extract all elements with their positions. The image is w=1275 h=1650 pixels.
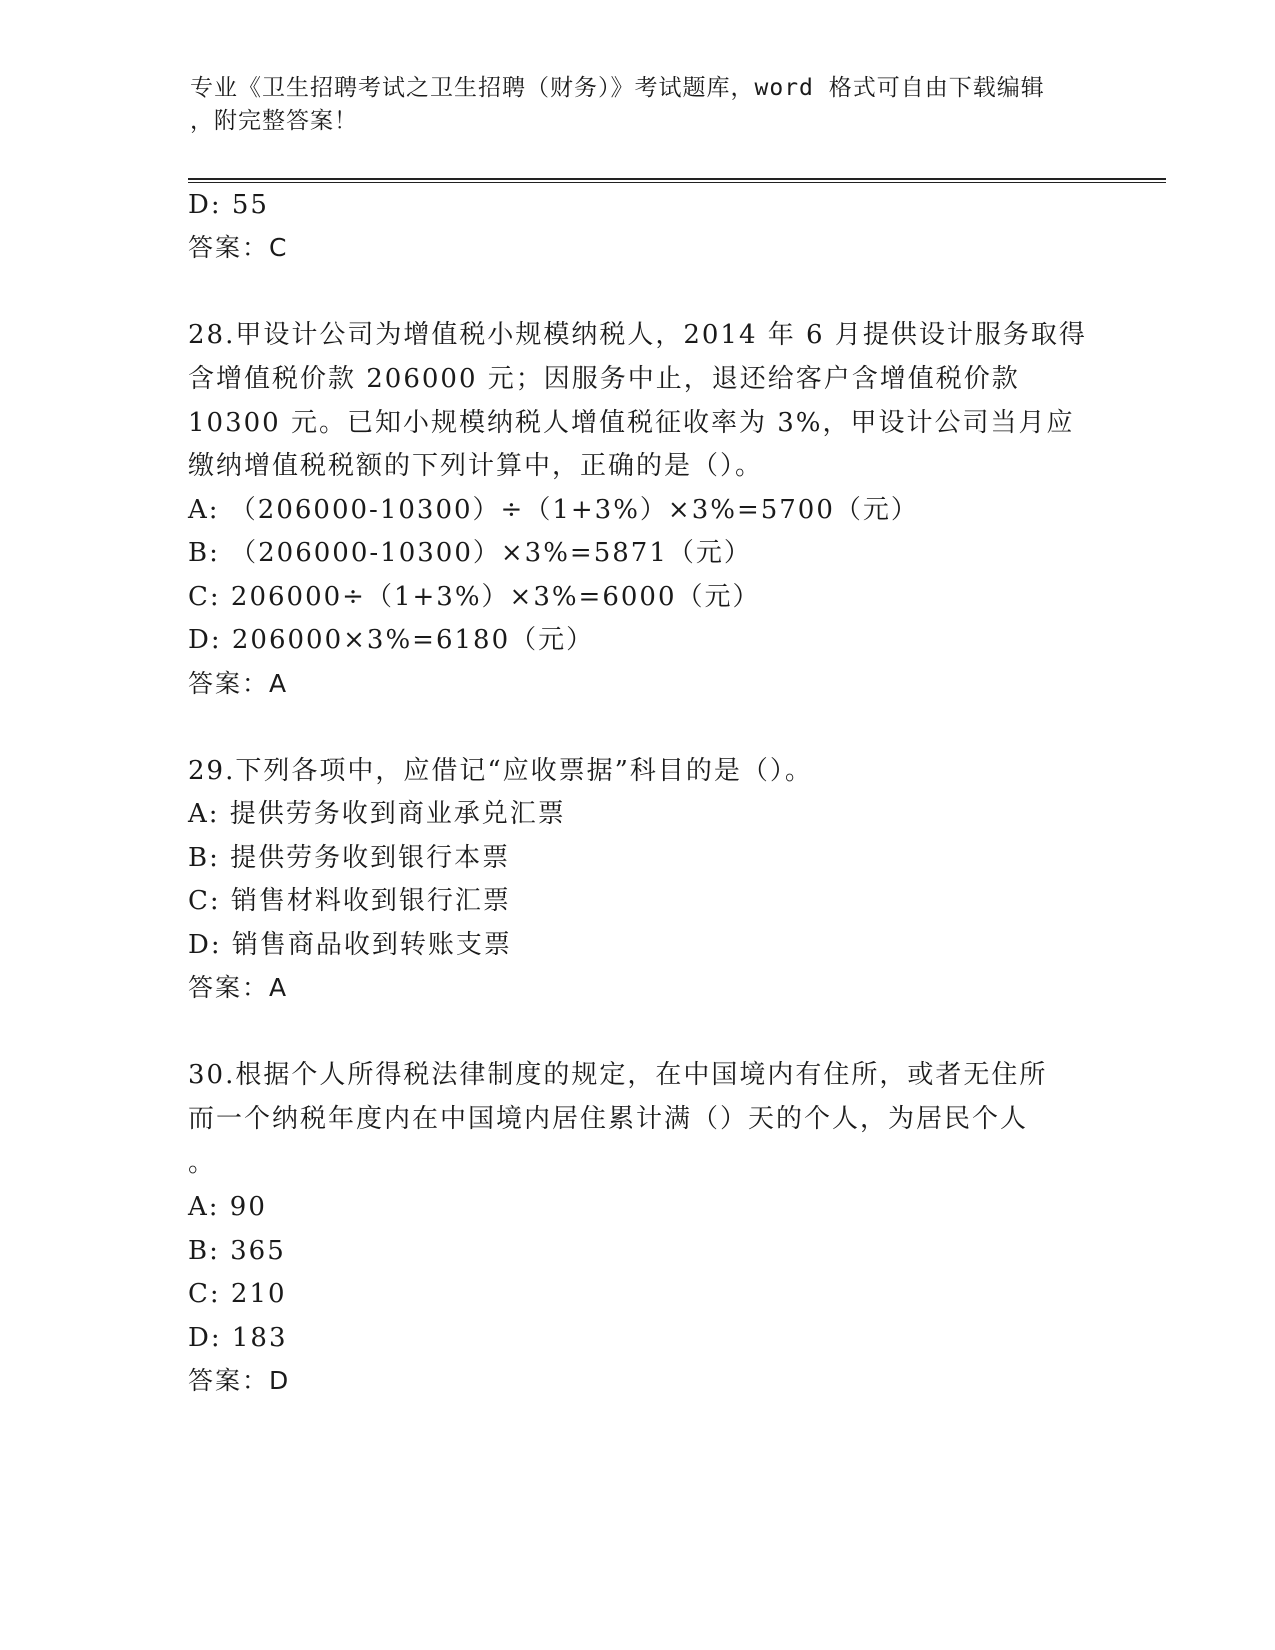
- q30-stem-line-3: 。: [188, 1148, 217, 1178]
- q30-option-b: B: 365: [188, 1236, 286, 1266]
- header-line-2: ，附完整答案！: [190, 108, 358, 134]
- q28-stem-line-2: 含增值税价款 206000 元；因服务中止，退还给客户含增值税价款: [188, 364, 1020, 394]
- q29-option-c: C: 销售材料收到银行汇票: [188, 886, 511, 916]
- q30-option-c: C: 210: [188, 1279, 287, 1309]
- q29-answer: 答案：A: [188, 973, 289, 1002]
- q29-stem-line-1: 29.下列各项中，应借记“应收票据”科目的是（）。: [188, 756, 813, 786]
- q30-option-d: D: 183: [188, 1323, 288, 1353]
- q30-stem-line-2: 而一个纳税年度内在中国境内居住累计满（）天的个人，为居民个人: [188, 1104, 1029, 1134]
- q28-option-a: A: （206000-10300）÷（1+3%）×3%=5700（元）: [188, 495, 919, 525]
- q28-answer: 答案：A: [188, 669, 289, 698]
- q29-option-a: A: 提供劳务收到商业承兑汇票: [188, 799, 566, 829]
- document-header: [190, 72, 1090, 138]
- q28-option-b: B: （206000-10300）×3%=5871（元）: [188, 538, 752, 568]
- q30-option-a: A: 90: [188, 1192, 267, 1222]
- q28-option-c: C: 206000÷（1+3%）×3%=6000（元）: [188, 582, 761, 612]
- q30-answer: 答案：D: [188, 1366, 291, 1395]
- q28-stem-line-3: 10300 元。已知小规模纳税人增值税征收率为 3%，甲设计公司当月应: [188, 408, 1075, 438]
- q30-stem-line-1: 30.根据个人所得税法律制度的规定，在中国境内有住所，或者无住所: [188, 1060, 1048, 1090]
- prev-option-d: D: 55: [188, 190, 269, 220]
- q29-option-b: B: 提供劳务收到银行本票: [188, 843, 511, 873]
- header-line-1: 专业《卫生招聘考试之卫生招聘（财务）》考试题库，word 格式可自由下载编辑: [190, 75, 1045, 101]
- prev-answer: 答案：C: [188, 233, 289, 262]
- q28-stem-line-4: 缴纳增值税税额的下列计算中，正确的是（）。: [188, 451, 764, 481]
- header-divider: [188, 178, 1166, 183]
- q28-option-d: D: 206000×3%=6180（元）: [188, 625, 595, 655]
- q29-option-d: D: 销售商品收到转账支票: [188, 930, 512, 960]
- q28-stem-line-1: 28.甲设计公司为增值税小规模纳税人，2014 年 6 月提供设计服务取得: [188, 320, 1087, 350]
